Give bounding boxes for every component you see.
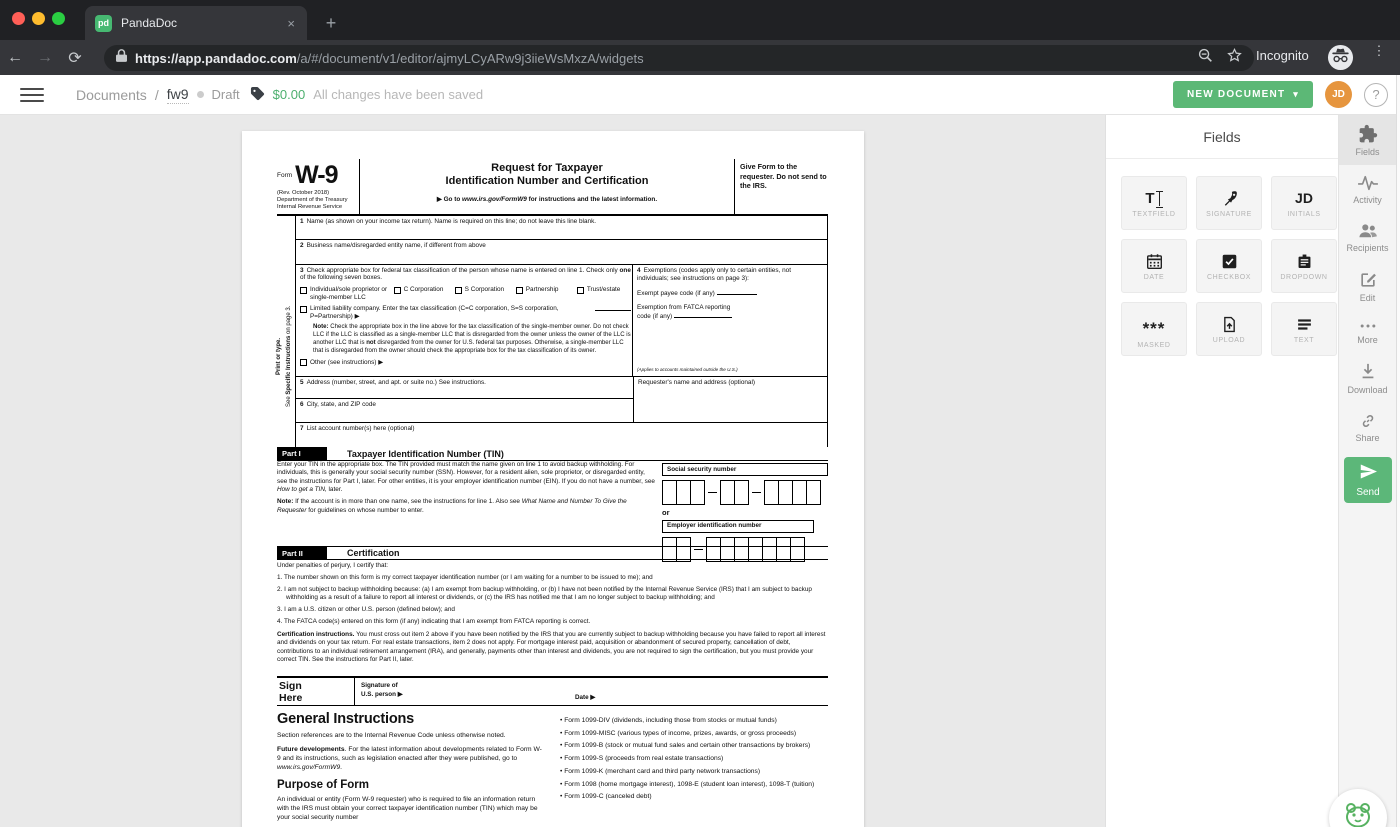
w9-form-list: • Form 1099-DIV (dividends, including those from stocks or mutual funds) • Form 1099-MISC (various types of income, prizes, awards, or gross proceeds) • Form 1099-B (stock or mutual fund sales and certain other transactions by brokers) • Form 1099-S (proceeds from real estate transactions) • Form 1099-K (merchant card and third party network transactions) • Form 1098 (home mortgage interest), 1098-E (student loan interest), 1098-T (tuition) • Form 1099-C (canceled debt) [560,717,815,801]
user-avatar[interactable]: JD [1325,81,1352,108]
date-icon [1146,251,1163,271]
send-button[interactable]: Send [1344,457,1392,503]
field-initials[interactable]: JD INITIALS [1271,176,1337,230]
initials-icon: JD [1295,190,1313,206]
document-page[interactable] [242,131,864,827]
toolbar-activity[interactable]: Activity [1339,165,1396,213]
help-button[interactable]: ? [1364,83,1388,107]
w9-sign-row: Sign Here Signature of U.S. person ▶ Date ▶ [277,676,828,706]
w9-line7: 7 List account number(s) here (optional) [300,425,415,432]
field-masked[interactable]: *** MASKED [1121,302,1187,356]
new-document-label: NEW DOCUMENT [1186,89,1286,100]
ein-label: Employer identification number [662,520,814,533]
w9-side-instructions: Print or type. See Specific Instructions on page 3. [276,305,292,407]
side-toolbar [1338,115,1396,827]
new-tab-button[interactable]: + [325,12,337,33]
w9-part1-body: Enter your TIN in the appropriate box. The TIN provided must match the name given on line 1 to avoid backup withholding. For individuals, this is generally your social security number (SSN). However, for a resident alien, sole proprietor, or disregarded entity, see the instructions for Part I, later. For other entities, it is your employer identification number (EIN). If you do not have a number, see How to get a TIN, later. Note: If the account is in more than one name, see the instructions for line 1. Also see What Name and Number To Give the Requester for guidelines on whose number to enter. Social security number or Employer identification number [277,461,828,545]
traffic-light-close[interactable] [12,12,25,25]
new-document-button[interactable] [1173,81,1313,108]
browser-tab[interactable] [85,6,307,40]
puzzle-icon [1358,124,1378,144]
hamburger-menu-icon[interactable] [20,84,44,106]
w9-form-number: W-9 [295,161,338,189]
toolbar-share[interactable]: Share [1339,403,1396,451]
tab-title: PandaDoc [121,16,178,30]
checkbox-trust [577,287,584,294]
toolbar-download[interactable]: Download [1339,353,1396,403]
ssn-boxes [662,480,828,505]
w9-form-id [277,159,359,214]
incognito-label: Incognito [1256,48,1309,63]
w9-general-instructions: General Instructions Section references are to the Internal Revenue Code unless otherwise noted. Future developments. For the latest information about developments related to Form W-9 and its instructions, such as legislation enacted after they were published, go to www.irs.gov/FormW9. Purpose of Form An individual or entity (Form W-9 requester) who is required to file an information return with the IRS must obtain your correct taxpayer identification number (TIN) which may be your social security number [277,711,542,822]
w9-line4-exemptions: 4 Exemptions (codes apply only to certain entities, not individuals; see instructions on page 3): Exempt payee code (if any) Exemption from FATCA reporting code (if any) (Applies to accounts maintained outside the U.S.) [632,265,827,376]
breadcrumb-documents[interactable]: Documents [76,86,147,103]
w9-part1-bar: Part I Taxpayer Identification Number (TIN) [277,447,828,461]
checkbox-individual [300,287,307,294]
recipients-icon [1357,222,1379,240]
w9-line2: 2 Business name/disregarded entity name, if different from above [296,240,827,265]
w9-dept2: Internal Revenue Service [277,204,343,211]
reload-icon[interactable]: ⟳ [68,49,82,67]
upload-icon [1221,314,1238,334]
zoom-out-icon[interactable] [1198,48,1213,68]
lock-icon [116,49,127,67]
masked-icon: *** [1142,318,1166,338]
w9-header [277,159,828,216]
field-checkbox[interactable]: CHECKBOX [1196,239,1262,293]
browser-menu-icon[interactable]: ⋮ [1372,43,1386,58]
field-upload[interactable]: UPLOAD [1196,302,1262,356]
pandadoc-favicon: pd [95,15,112,32]
w9-dept1: Department of the Treasury [277,197,348,204]
w9-line3: 3 Check appropriate box for federal tax classification of the person whose name is entered on line 1. Check only one of the following seven boxes. Individual/sole proprietor or single-member LLC C Corporation S Corporation Partnership Trust/estate Limited liability company. Enter the tax classification (C=C corporation, S=S corporation, P=Partnership) ▶ Note: Check the appropriate box in the line above for the tax classification of the single-member owner. Do not check LLC if the LLC is classified as a single-member LLC that is disregarded from the owner unless the owner of the LLC is another LLC that is not disregarded from the owner for U.S. federal tax purposes. Otherwise, a single-member LLC that is disregarded from the owner should check the appropriate box for the tax classification of its owner. Other (see instructions) ▶ 4 Exemptions (codes apply only to certain entities, not individuals; see instructions on page 3): Exempt payee code (if any) Exemption from FATCA reporting code (if any) (Applies to accounts maintained outside the U.S.) [296,265,827,377]
or-label: or [662,508,670,518]
w9-goto-line: ▶ Go to www.irs.gov/FormW9 for instructions and the latest information. [436,196,658,204]
checkbox-llc [300,306,307,313]
field-dropdown[interactable]: DROPDOWN [1271,239,1337,293]
w9-part2-body: Under penalties of perjury, I certify that: 1. The number shown on this form is my correct taxpayer identification number (or I am waiting for a number to be issued to me); and 2. I am not subject to backup withholding because: (a) I am exempt from backup withholding, or (b) I have not been notified by the Internal Revenue Service (IRS) that I am subject to backup withholding as a result of a failure to report all interest or dividends, or (c) the IRS has notified me that I am no longer subject to backup withholding; and 3. I am a U.S. citizen or other U.S. person (defined below); and 4. The FATCA code(s) entered on this form (if any) indicating that I am exempt from FATCA reporting is correct. Certification instructions. You must cross out item 2 above if you have been notified by the IRS that you are currently subject to backup withholding because you have failed to report all interest and dividends on your tax return. For real estate transactions, item 2 does not apply. For mortgage interest paid, acquisition or abandonment of secured property, cancellation of debt, contributions to an individual retirement arrangement (IRA), and generally, payments other than interest and dividends, you are not required to sign the certification, but you must provide your correct TIN. See the instructions for Part II, later. [277,562,826,664]
w9-give-form-note: Give Form to the requester. Do not send to the IRS. [740,162,827,191]
toolbar-recipients[interactable]: Recipients [1339,213,1396,261]
breadcrumb [76,86,483,104]
document-price[interactable]: $0.00 [272,87,306,102]
incognito-icon [1327,44,1354,76]
traffic-light-minimize[interactable] [32,12,45,25]
download-icon [1359,362,1377,382]
ssn-label: Social security number [662,463,828,476]
tab-close-icon[interactable]: × [287,15,295,31]
breadcrumb-separator: / [154,86,159,103]
edit-icon [1358,270,1378,290]
field-textfield[interactable]: T TEXTFIELD [1121,176,1187,230]
scrollbar[interactable] [1396,75,1400,827]
bookmark-star-icon[interactable] [1227,48,1242,68]
w9-rev: (Rev. October 2018) [277,190,330,196]
browser-tabstrip [0,0,1400,40]
dropdown-icon [1296,251,1313,271]
more-icon [1358,320,1378,332]
saved-status: All changes have been saved [313,87,484,102]
signature-icon [1221,188,1238,208]
checkbox-icon [1221,251,1238,271]
address-bar[interactable] [104,45,1254,71]
url-text: https://app.pandadoc.com/a/#/document/v1/editor/ajmyLCyARw9j3iieWsMxzA/widgets [135,50,644,66]
w9-rows [295,216,828,447]
app-header [0,75,1400,115]
checkbox-s-corp [455,287,462,294]
share-link-icon [1359,412,1377,430]
textfield-icon: T [1145,188,1162,208]
w9-part2-bar: Part II Certification [277,546,828,560]
w9-title-block: Request for Taxpayer Identification Number and Certification ▶ Go to www.irs.gov/FormW9 for instructions and the latest information. [359,159,735,214]
field-date[interactable]: DATE [1121,239,1187,293]
back-icon[interactable]: ← [7,48,23,66]
browser-toolbar [0,40,1400,75]
draft-status-label: Draft [211,87,240,102]
fields-panel-title: Fields [1106,115,1338,159]
forward-icon[interactable]: → [37,48,53,66]
traffic-light-zoom[interactable] [52,12,65,25]
fields-panel [1105,115,1338,827]
checkbox-c-corp [394,287,401,294]
panda-chat-icon [1341,799,1375,827]
document-name[interactable]: fw9 [166,85,189,102]
draft-status-dot [197,91,204,98]
w9-line5-6: 5 Address (number, street, and apt. or suite no.) See instructions. 6 City, state, and ZIP code Requester's name and address (optional) [296,377,827,423]
field-text[interactable]: TEXT [1271,302,1337,356]
w9-form-word: Form [277,172,293,179]
toolbar-more[interactable]: More [1339,311,1396,353]
checkbox-other [300,359,307,366]
checkbox-partnership [516,287,523,294]
field-signature[interactable]: SIGNATURE [1196,176,1262,230]
w9-line1: 1 Name (as shown on your income tax return). Name is required on this line; do not leave this line blank. [296,216,827,240]
chevron-down-icon: ▾ [1293,89,1299,99]
text-icon [1296,314,1313,334]
price-tag-icon[interactable] [250,86,265,104]
toolbar-edit[interactable]: Edit [1339,261,1396,311]
activity-icon [1357,174,1379,192]
send-plane-icon [1359,463,1378,485]
toolbar-fields[interactable]: Fields [1339,115,1396,165]
w9-requester-box: Requester's name and address (optional) [633,377,827,422]
